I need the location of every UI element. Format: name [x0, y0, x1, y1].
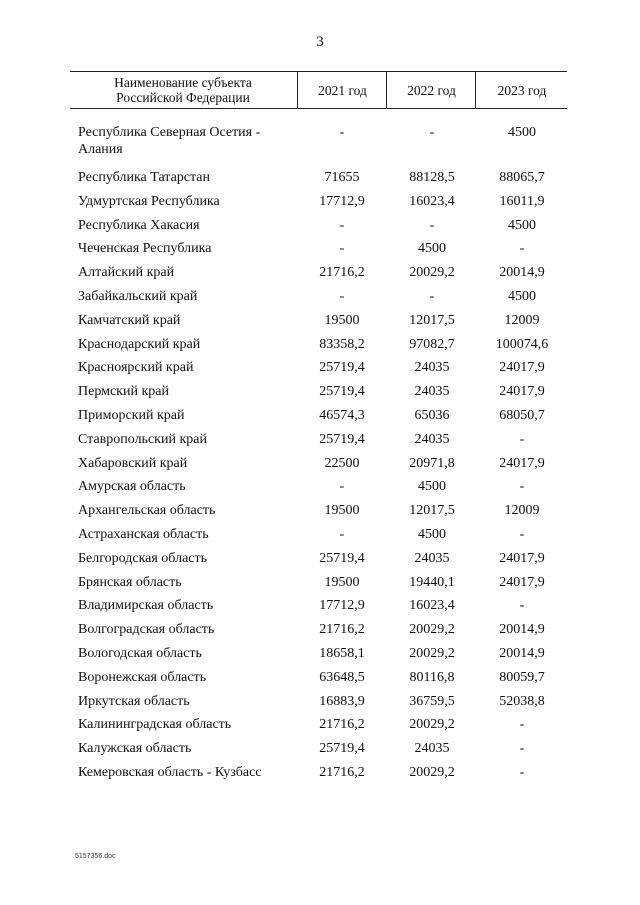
value-2022: 16023,4	[409, 193, 455, 209]
value-2022: 24035	[414, 550, 450, 566]
table-row	[0, 407, 640, 431]
value-2021: 25719,4	[319, 741, 365, 757]
table-row	[0, 312, 640, 336]
region-name: Кемеровская область - Кузбасс	[78, 764, 262, 780]
value-2023: 20014,9	[499, 622, 545, 638]
table-row	[0, 478, 640, 502]
value-2022: 24035	[414, 360, 450, 376]
value-2022: 16023,4	[409, 598, 455, 614]
table-row	[0, 764, 640, 788]
value-2022: 20029,2	[409, 622, 455, 638]
table-row	[0, 455, 640, 479]
value-2023: 24017,9	[499, 574, 545, 590]
document-file-code: 5157356.doc	[75, 853, 116, 860]
region-name: Краснодарский край	[78, 336, 201, 352]
value-2023: 24017,9	[499, 360, 545, 376]
table-row	[0, 359, 640, 383]
value-2023: -	[519, 598, 525, 614]
value-2022: 12017,5	[409, 312, 455, 328]
region-name: Пермский край	[78, 384, 169, 400]
table-row	[0, 645, 640, 669]
table-row	[0, 693, 640, 717]
table-row	[0, 716, 640, 740]
value-2021: 21716,2	[319, 265, 365, 281]
value-2021: 25719,4	[319, 384, 365, 400]
value-2023: 12009	[504, 503, 540, 519]
region-name: Калининградская область	[78, 717, 232, 733]
value-2021: 19500	[324, 312, 360, 328]
header-year-2021: 2021 год	[297, 72, 387, 108]
value-2022: 97082,7	[409, 336, 455, 352]
value-2021: -	[339, 526, 345, 542]
table-row	[0, 288, 640, 312]
table-row	[0, 383, 640, 407]
value-2023: -	[519, 431, 525, 447]
value-2023: 68050,7	[499, 407, 545, 423]
value-2023: 100074,6	[495, 336, 549, 352]
table-body	[0, 124, 640, 788]
table-row	[0, 550, 640, 574]
header-subject-name	[70, 72, 296, 108]
table-row	[0, 193, 640, 217]
region-name: Хабаровский край	[78, 455, 188, 471]
value-2021: 22500	[324, 455, 360, 471]
value-2021: 16883,9	[319, 693, 365, 709]
region-name: Республика Татарстан	[78, 170, 211, 185]
value-2023: 80059,7	[499, 669, 545, 685]
value-2021: 17712,9	[319, 193, 365, 209]
table-row	[0, 502, 640, 526]
table-row	[0, 240, 640, 264]
value-2023: 4500	[508, 288, 536, 304]
table-row	[0, 740, 640, 764]
value-2022: -	[429, 217, 435, 233]
region-name: Владимирская область	[78, 598, 214, 614]
value-2023: -	[519, 526, 525, 542]
region-name: Республика Северная Осетия - Алания	[78, 125, 261, 157]
table-row	[0, 574, 640, 598]
region-name: Калужская область	[78, 741, 192, 757]
value-2021: 19500	[324, 574, 360, 590]
region-name: Волгоградская область	[78, 622, 215, 638]
value-2022: 36759,5	[409, 693, 455, 709]
value-2021: -	[339, 217, 345, 233]
value-2021: 25719,4	[319, 550, 365, 566]
table-row	[0, 169, 640, 193]
value-2022: -	[429, 288, 435, 304]
value-2022: 20971,8	[409, 455, 455, 471]
value-2023: -	[519, 717, 525, 733]
value-2021: 21716,2	[319, 717, 365, 733]
value-2021: 71655	[324, 170, 360, 185]
region-name: Брянская область	[78, 574, 182, 590]
value-2021: 83358,2	[319, 336, 365, 352]
table-row	[0, 431, 640, 455]
table-row	[0, 124, 640, 169]
value-2021: 18658,1	[319, 645, 365, 661]
region-name: Архангельская область	[78, 503, 216, 519]
value-2023: -	[519, 764, 525, 780]
table-row	[0, 669, 640, 693]
value-2021: 25719,4	[319, 360, 365, 376]
region-name: Камчатский край	[78, 312, 181, 328]
region-name: Воронежская область	[78, 669, 207, 685]
value-2022: 24035	[414, 431, 450, 447]
table-row	[0, 621, 640, 645]
value-2022: 24035	[414, 384, 450, 400]
value-2022: 20029,2	[409, 717, 455, 733]
value-2022: 24035	[414, 741, 450, 757]
region-name: Красноярский край	[78, 360, 194, 376]
page-number: 3	[316, 34, 324, 50]
region-name: Удмуртская Республика	[78, 193, 220, 209]
region-name: Иркутская область	[78, 693, 190, 709]
value-2023: -	[519, 241, 525, 257]
table-header	[70, 71, 567, 109]
header-year-2023: 2023 год	[475, 72, 568, 108]
value-2021: -	[339, 125, 345, 140]
value-2022: 20029,2	[409, 265, 455, 281]
value-2022: 4500	[418, 241, 446, 257]
region-name: Амурская область	[78, 479, 186, 495]
value-2021: -	[339, 479, 345, 495]
value-2022: -	[429, 125, 435, 140]
value-2021: 21716,2	[319, 764, 365, 780]
region-name: Белгородская область	[78, 550, 208, 566]
value-2022: 65036	[414, 407, 450, 423]
value-2021: -	[339, 241, 345, 257]
header-year-2022: 2022 год	[386, 72, 476, 108]
value-2023: 24017,9	[499, 550, 545, 566]
region-name: Республика Хакасия	[78, 217, 200, 233]
value-2021: -	[339, 288, 345, 304]
value-2022: 88128,5	[409, 170, 455, 185]
value-2023: 20014,9	[499, 265, 545, 281]
header-subject-name-line1: Наименование субъекта	[114, 75, 252, 90]
header-subject-name-line2: Российской Федерации	[116, 90, 250, 105]
value-2022: 80116,8	[409, 669, 455, 685]
table-row	[0, 217, 640, 241]
value-2023: 12009	[504, 312, 540, 328]
region-name: Алтайский край	[78, 265, 175, 281]
value-2023: 24017,9	[499, 455, 545, 471]
value-2023: 24017,9	[499, 384, 545, 400]
table-row	[0, 264, 640, 288]
region-name: Вологодская область	[78, 645, 202, 661]
value-2021: 17712,9	[319, 598, 365, 614]
value-2023: 88065,7	[499, 170, 545, 185]
table-row	[0, 336, 640, 360]
region-name: Астраханская область	[78, 526, 209, 542]
value-2021: 19500	[324, 503, 360, 519]
region-name: Чеченская Республика	[78, 241, 212, 257]
value-2021: 63648,5	[319, 669, 365, 685]
value-2023: 4500	[508, 217, 536, 233]
value-2023: 16011,9	[499, 193, 545, 209]
value-2021: 21716,2	[319, 622, 365, 638]
value-2023: 52038,8	[499, 693, 545, 709]
region-name: Приморский край	[78, 407, 185, 423]
value-2023: -	[519, 479, 525, 495]
value-2022: 4500	[418, 479, 446, 495]
table-row	[0, 597, 640, 621]
table-row	[0, 526, 640, 550]
region-name: Ставропольский край	[78, 431, 207, 447]
value-2023: -	[519, 741, 525, 757]
value-2021: 25719,4	[319, 431, 365, 447]
value-2023: 20014,9	[499, 645, 545, 661]
value-2022: 20029,2	[409, 764, 455, 780]
value-2022: 20029,2	[409, 645, 455, 661]
value-2021: 46574,3	[319, 407, 365, 423]
region-name: Забайкальский край	[78, 288, 198, 304]
value-2023: 4500	[508, 125, 536, 140]
value-2022: 12017,5	[409, 503, 455, 519]
value-2022: 4500	[418, 526, 446, 542]
value-2022: 19440,1	[409, 574, 455, 590]
